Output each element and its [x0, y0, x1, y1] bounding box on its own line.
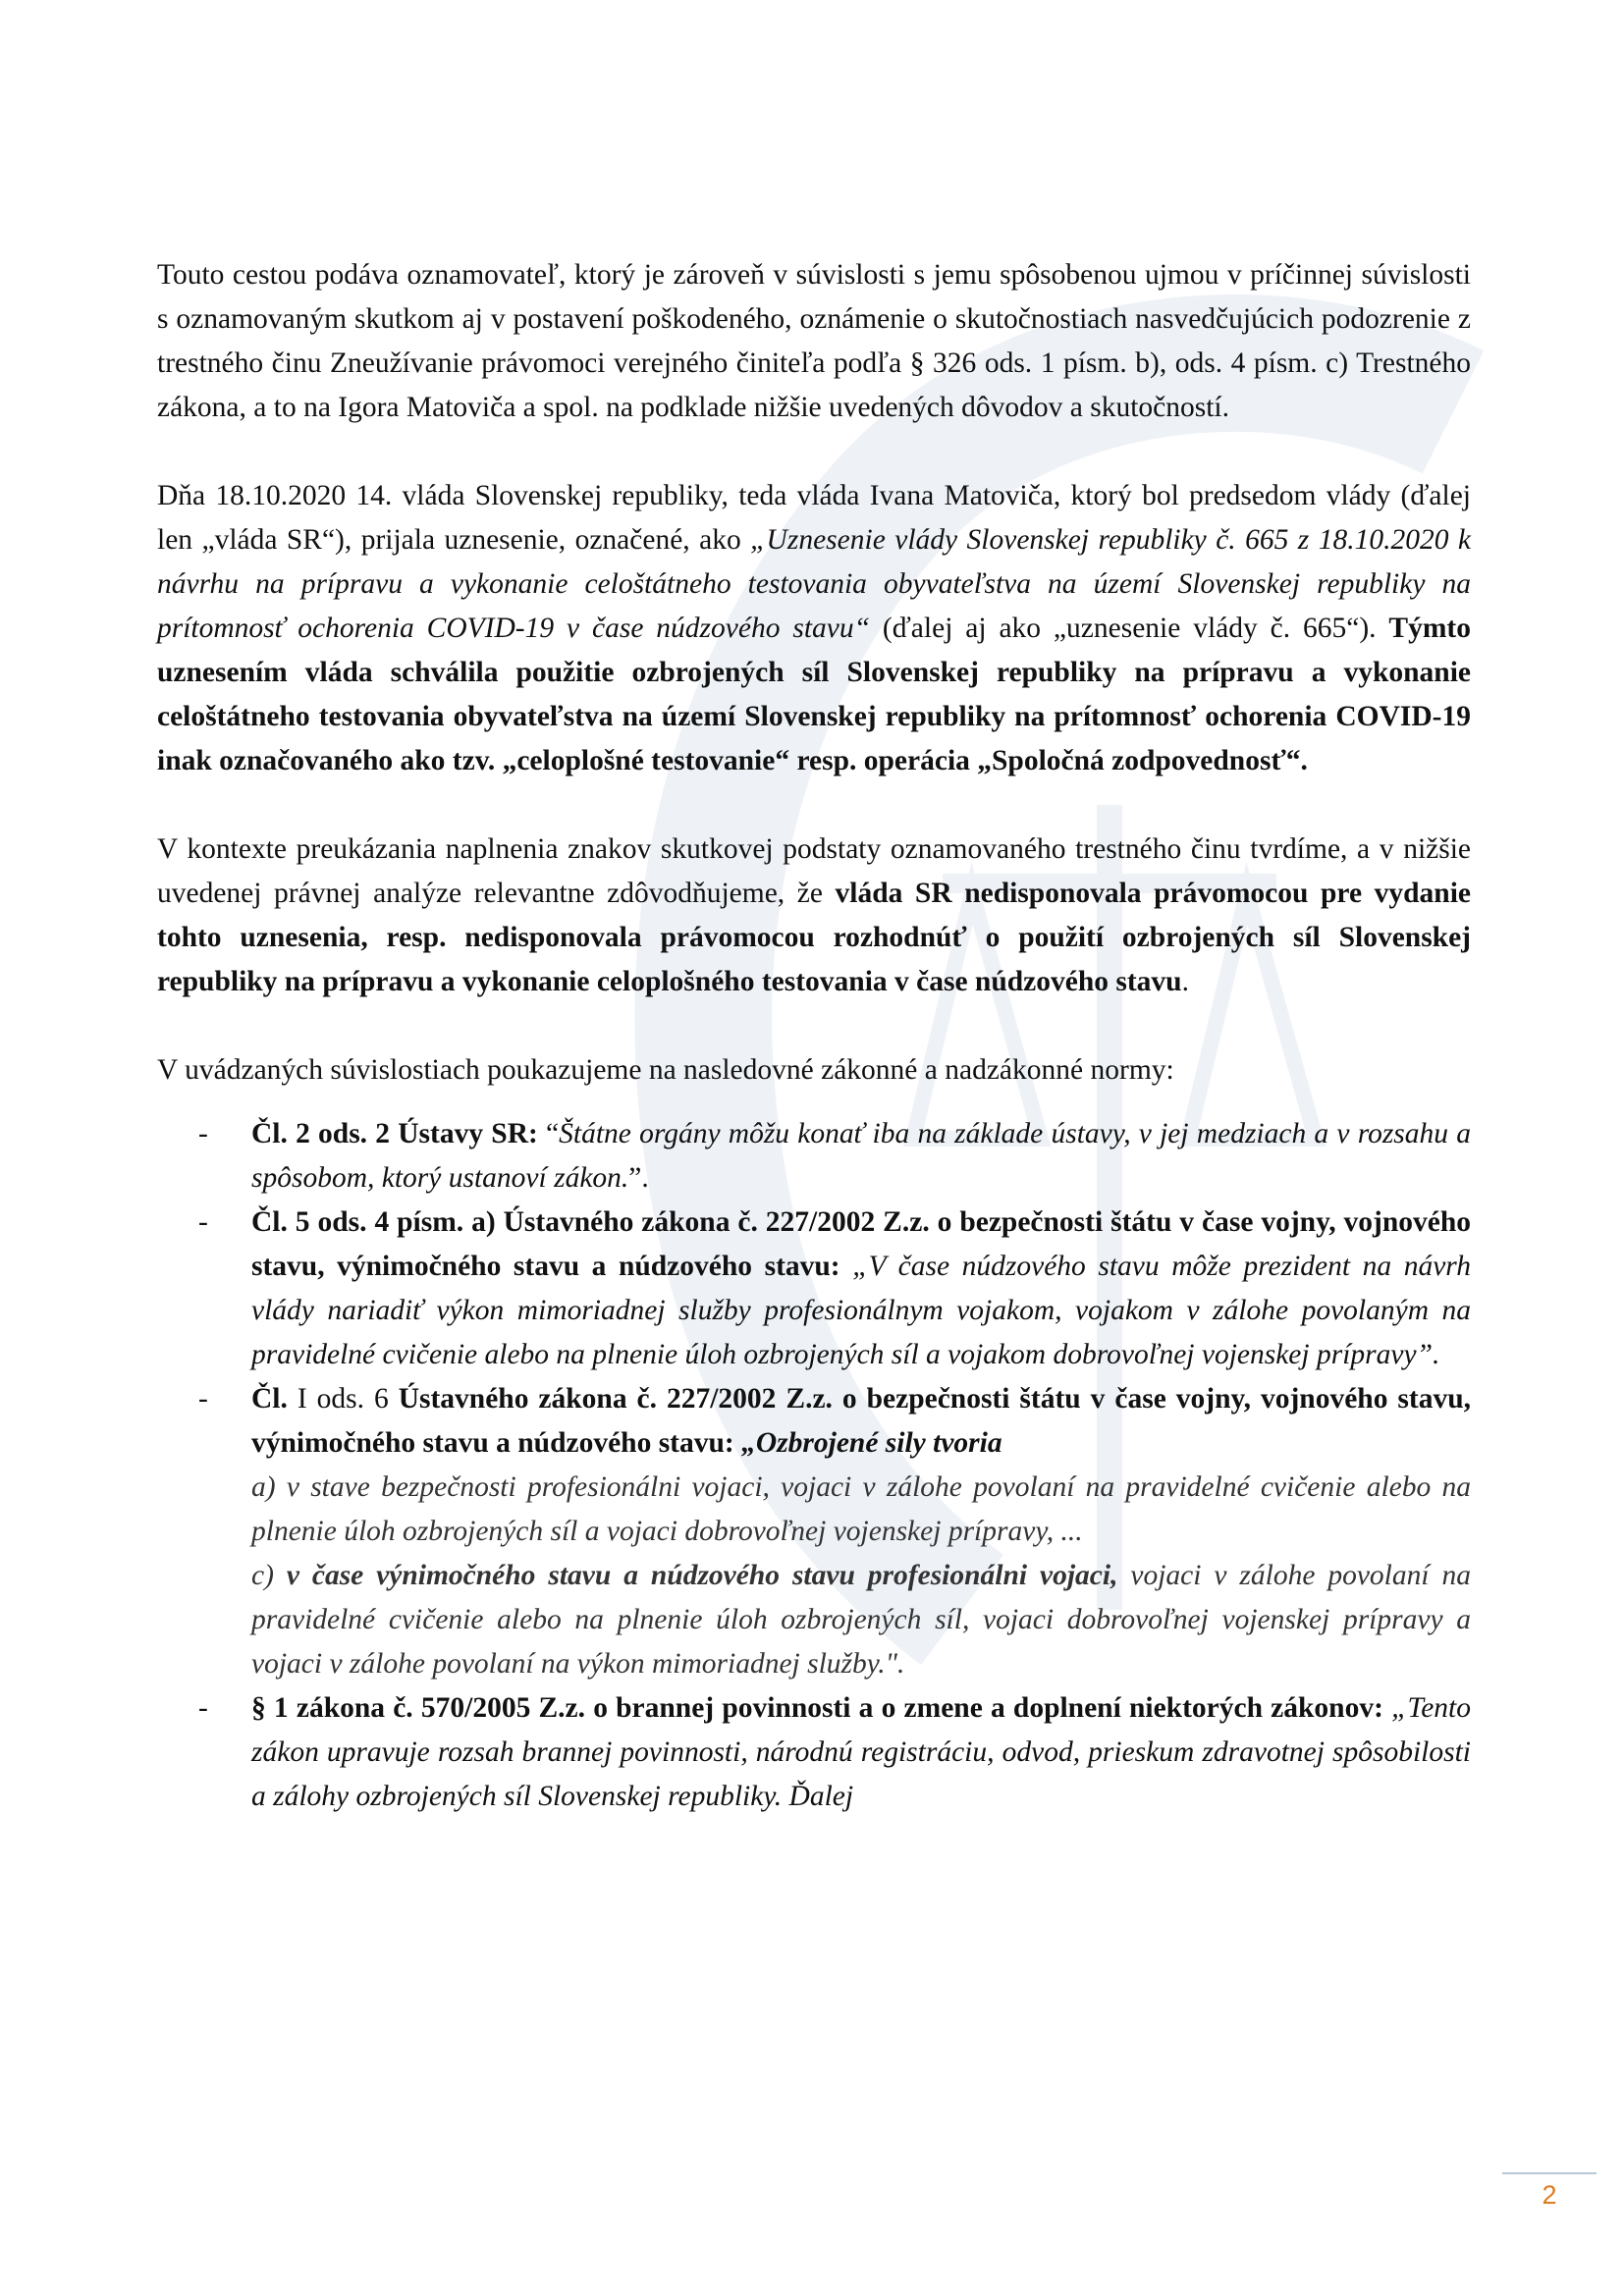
norms-intro-text: V uvádzaných súvislostiach poukazujeme na nasledovné zákonné a nadzákonné normy:	[157, 1054, 1174, 1086]
list-dash: -	[198, 1206, 208, 1238]
quote-close: ”.	[628, 1162, 649, 1194]
norm-reference: Čl. 2 ods. 2 Ústavy SR:	[251, 1118, 538, 1149]
resolution-text-a: Dňa 18.10.2020 14. vláda Slovenskej republiky, teda vláda Ivana Matoviča, ktorý bol predsedom vlády (ďalej len „vláda SR“), prijala uznesenie, označené, ako	[157, 480, 1471, 556]
list-dash: -	[198, 1118, 208, 1149]
norm-reference-prefix: Čl.	[251, 1383, 288, 1415]
page-number: 2	[1542, 2180, 1557, 2210]
list-item	[157, 1201, 1471, 1377]
norm-reference: § 1 zákona č. 570/2005 Z.z. o brannej povinnosti a o zmene a doplnení niektorých zákonov:	[251, 1692, 1383, 1724]
norm-quote-lead: „Ozbrojené sily tvoria	[733, 1427, 1002, 1459]
subpoint-c-rest: vojaci v zálohe povolaní na pravidelné cvičenie alebo na plnenie úloh ozbrojených síl, vojaci dobrovoľnej vojenskej prípravy a vojaci v zálohe povolaní na výkon mimoriadnej služby.".	[251, 1560, 1471, 1680]
paragraph-intro	[157, 253, 1471, 430]
list-item	[157, 1112, 1471, 1201]
norm-quote: „V čase núdzového stavu môže prezident na návrh vlády nariadiť výkon mimoriadnej služby profesionálnym vojakom, vojakom v zálohe povolaným na pravidelné cvičenie alebo na plnenie úloh ozbrojených síl a vojakom dobrovoľnej vojenskej prípravy”.	[251, 1251, 1471, 1370]
subpoint-c-bold: v čase výnimočného stavu a núdzového stavu profesionálni vojaci,	[286, 1560, 1118, 1591]
paragraph-government-resolution	[157, 474, 1471, 783]
resolution-title: „Uznesenie vlády Slovenskej republiky č. 665 z 18.10.2020 k návrhu na prípravu a vykonanie celoštátneho testovania obyvateľstva na území Slovenskej republiky na prítomnosť ochorenia COVID-19 v čase núdzového stavu“	[157, 524, 1471, 644]
norm-quote: „Tento zákon upravuje rozsah brannej povinnosti, národnú registráciu, odvod, prieskum zdravotnej spôsobilosti a zálohy ozbrojených síl Slovenskej republiky. Ďalej	[251, 1692, 1472, 1812]
subpoint-a-text: a) v stave bezpečnosti profesionálni vojaci, vojaci v zálohe povolaní na pravidelné cvičenie alebo na plnenie úloh ozbrojených síl a vojaci dobrovoľnej vojenskej prípravy, ...	[251, 1471, 1471, 1547]
norm-subpoint-a	[251, 1466, 1471, 1554]
norm-reference: Ústavného zákona č. 227/2002 Z.z. o bezpečnosti štátu v čase vojny, vojnového stavu, výnimočného stavu a núdzového stavu:	[251, 1383, 1471, 1459]
list-dash: -	[198, 1692, 208, 1724]
paragraph-analysis	[157, 828, 1471, 1004]
resolution-text-bold: Týmto uznesením vláda schválila použitie ozbrojených síl Slovenskej republiky na prípravu a vykonanie celoštátneho testovania obyvateľstva na území Slovenskej republiky na prítomnosť ochorenia COVID-19 inak označovaného ako tzv. „celoplošné testovanie“ resp. operácia „Spoločná zodpovednosť“.	[157, 613, 1471, 776]
norms-list	[157, 1112, 1471, 1819]
quote-open: “	[537, 1118, 560, 1149]
resolution-text-c: (ďalej aj ako „uznesenie vlády č. 665“).	[870, 613, 1389, 644]
list-item	[157, 1686, 1471, 1819]
norm-subpoint-c	[251, 1554, 1471, 1686]
list-dash: -	[198, 1383, 208, 1415]
list-item	[157, 1377, 1471, 1686]
footer-divider	[1502, 2172, 1597, 2174]
norm-quote: Štátne orgány môžu konať iba na základe ústavy, v jej medziach a v rozsahu a spôsobom, ktorý ustanoví zákon.	[251, 1118, 1472, 1194]
analysis-text-end: .	[1181, 966, 1189, 997]
norm-reference: Čl. 5 ods. 4 písm. a) Ústavného zákona č. 227/2002 Z.z. o bezpečnosti štátu v čase vojny, vojnového stavu, výnimočného stavu a núdzového stavu:	[251, 1206, 1471, 1282]
analysis-text-bold: vláda SR nedisponovala právomocou pre vydanie tohto uznesenia, resp. nedisponovala právomocou rozhodnúť o použití ozbrojených síl Slovenskej republiky na prípravu a vykonanie celoplošného testovania v čase núdzového stavu	[157, 878, 1471, 997]
subpoint-c-prefix: c)	[251, 1560, 287, 1591]
paragraph-norms-intro	[157, 1048, 1471, 1093]
document-body	[157, 253, 1471, 1819]
paragraph-intro-text: Touto cestou podáva oznamovateľ, ktorý je zároveň v súvislosti s jemu spôsobenou ujmou v príčinnej súvislosti s oznamovaným skutkom aj v postavení poškodeného, oznámenie o skutočnostiach nasvedčujúcich podozrenie z trestného činu Zneužívanie právomoci verejného činiteľa podľa § 326 ods. 1 písm. b), ods. 4 písm. c) Trestného zákona, a to na Igora Matoviča a spol. na podklade nižšie uvedených dôvodov a skutočností.	[157, 259, 1471, 423]
analysis-text-a: V kontexte preukázania naplnenia znakov skutkovej podstaty oznamovaného trestného činu tvrdíme, a v nižšie uvedenej právnej analýze relevantne zdôvodňujeme, že	[157, 833, 1471, 909]
norm-reference-plain: I ods. 6	[287, 1383, 399, 1415]
